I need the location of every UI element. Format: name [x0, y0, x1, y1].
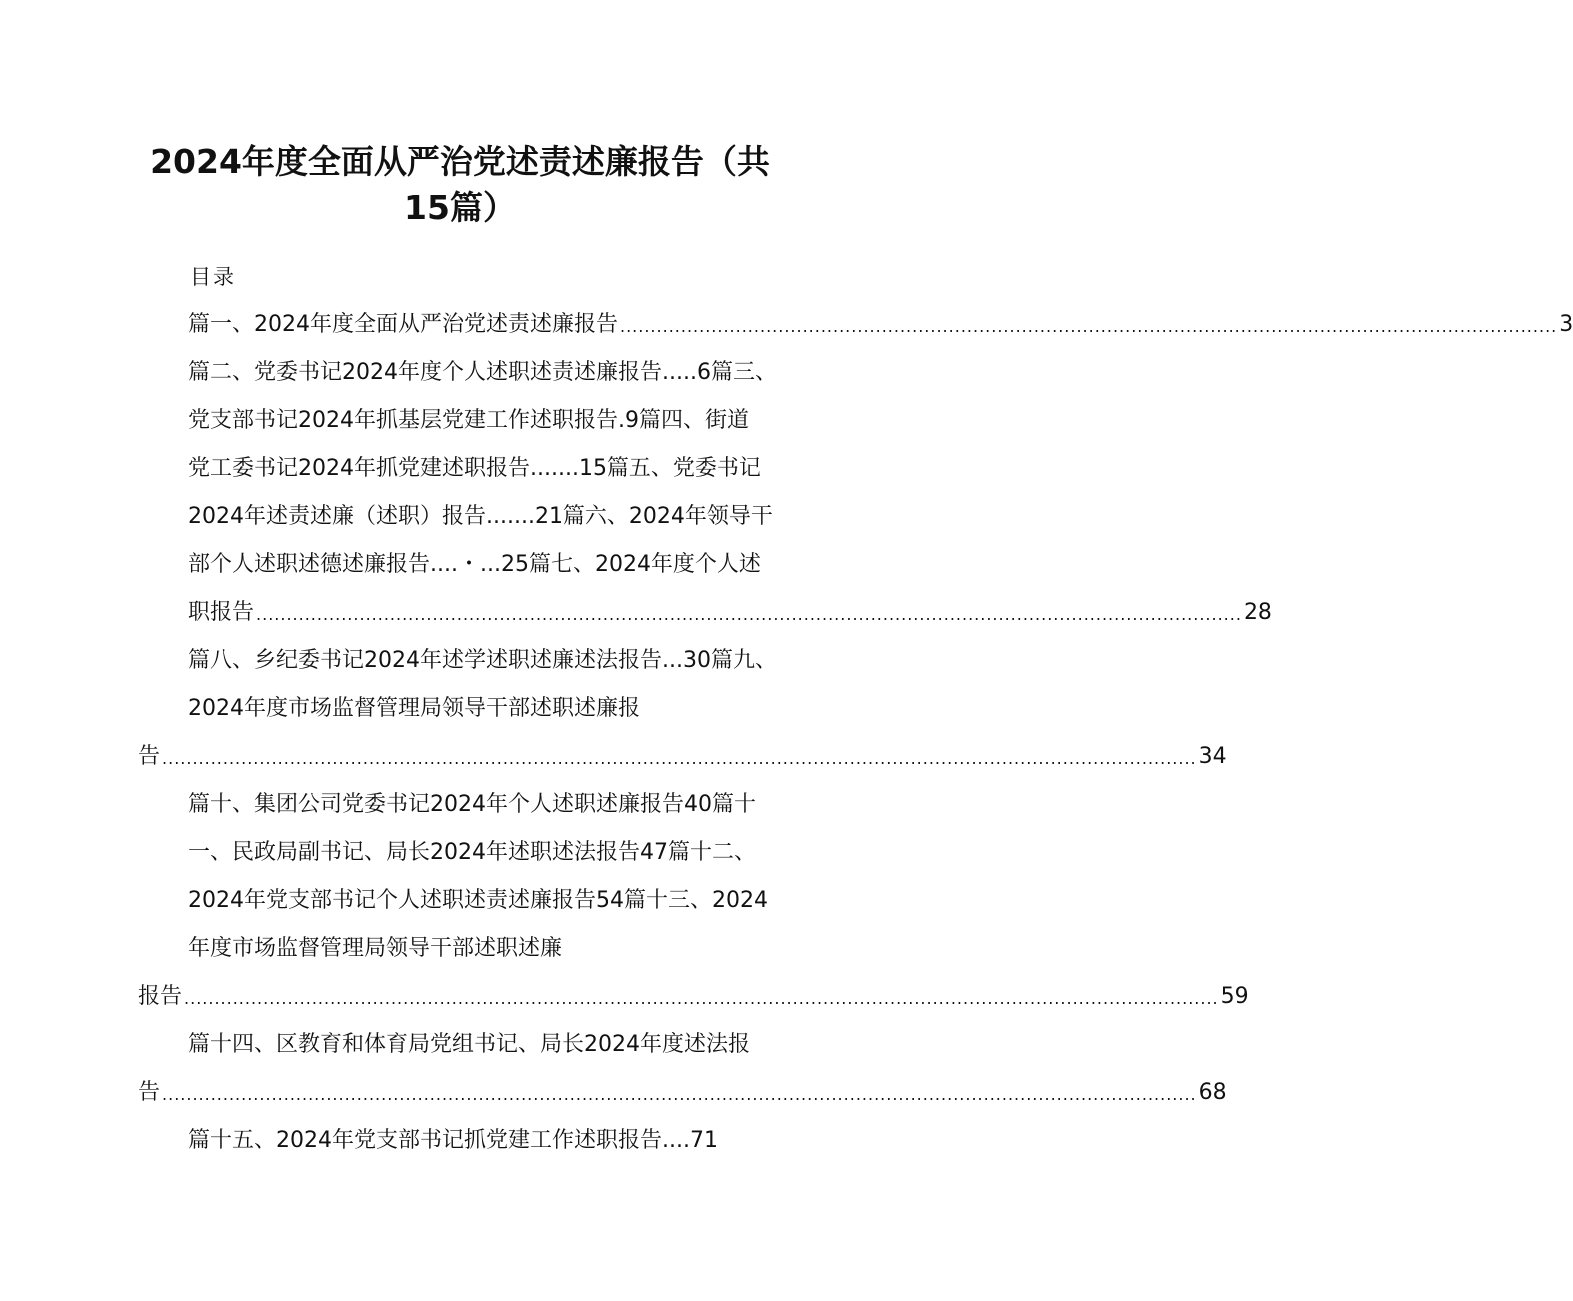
toc-leader-dots: .......................................................................................................................................................... [620, 317, 1558, 336]
toc-line: 篇八、乡纪委书记2024年述学述职述廉述法报告...30篇九、 [188, 648, 777, 673]
toc-line: 篇十四、区教育和体育局党组书记、局长2024年度述法报 [188, 1032, 750, 1057]
toc-leader-dots: .................................................................................................................................................................. [256, 605, 1242, 624]
toc-leader-dots: .......................................................................................................................................................................... [184, 989, 1219, 1008]
document-title-line-2: 15篇） [404, 188, 516, 227]
toc-entry-text: 告 [138, 744, 161, 769]
toc-entry [188, 598, 1272, 628]
toc-line: 党工委书记2024年抓党建述职报告.......15篇五、党委书记 [188, 456, 761, 481]
toc-entry [138, 982, 1249, 1012]
toc-line: 2024年述责述廉（述职）报告.......21篇六、2024年领导干 [188, 504, 773, 529]
toc-page-number: 3 [1559, 312, 1573, 337]
toc-leader-dots: .......................................................................................................................................................................... [162, 1085, 1197, 1104]
toc-line: 一、民政局副书记、局长2024年述职述法报告47篇十二、 [188, 840, 756, 865]
toc-line: 篇十五、2024年党支部书记抓党建工作述职报告....71 [188, 1128, 718, 1153]
toc-entry [188, 310, 1573, 340]
toc-page-number: 34 [1198, 744, 1227, 769]
toc-line: 部个人述职述德述廉报告....・...25篇七、2024年度个人述 [188, 552, 761, 577]
toc-line: 年度市场监督管理局领导干部述职述廉 [188, 936, 563, 961]
toc-heading: 目录 [190, 265, 236, 289]
document-title-line-1: 2024年度全面从严治党述责述廉报告（共 [150, 142, 770, 181]
toc-line: 篇十、集团公司党委书记2024年个人述职述廉报告40篇十 [188, 792, 756, 817]
toc-page-number: 68 [1198, 1080, 1227, 1105]
toc-entry-text: 告 [138, 1080, 161, 1105]
toc-line: 2024年党支部书记个人述职述责述廉报告54篇十三、2024 [188, 888, 768, 913]
toc-entry-text: 篇一、2024年度全面从严治党述责述廉报告 [188, 312, 618, 337]
toc-page-number: 59 [1220, 984, 1249, 1009]
toc-line: 党支部书记2024年抓基层党建工作述职报告.9篇四、街道 [188, 408, 749, 433]
toc-entry [138, 1078, 1227, 1108]
toc-entry-text: 报告 [138, 984, 183, 1009]
toc-leader-dots: .......................................................................................................................................................................... [162, 749, 1197, 768]
toc-entry-text: 职报告 [188, 600, 255, 625]
toc-entry [138, 742, 1227, 772]
toc-page-number: 28 [1243, 600, 1272, 625]
toc-line: 2024年度市场监督管理局领导干部述职述廉报 [188, 696, 640, 721]
toc-line: 篇二、党委书记2024年度个人述职述责述廉报告.....6篇三、 [188, 360, 777, 385]
